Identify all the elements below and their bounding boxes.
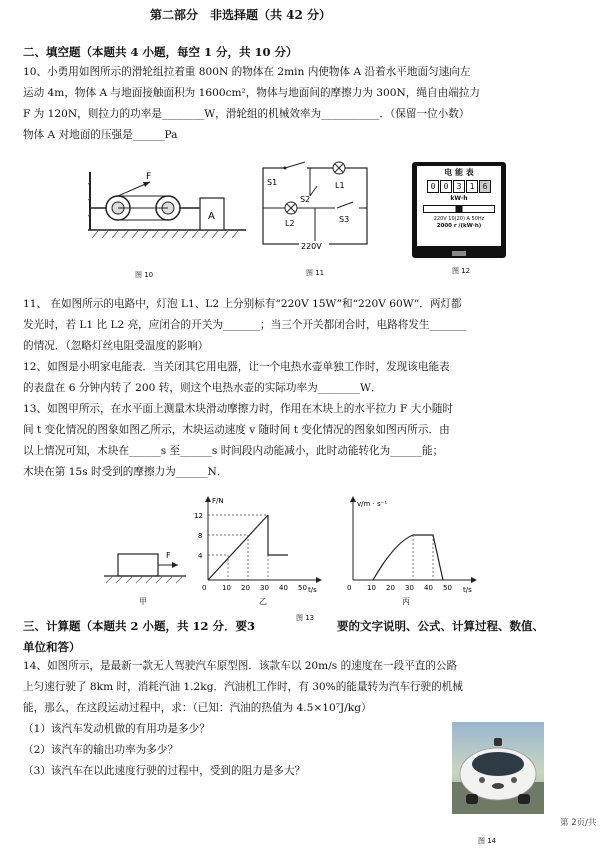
meter-unit: kW·h	[450, 195, 468, 202]
section3-title-c: 单位和答）	[23, 640, 81, 654]
meter-digit: 0	[440, 180, 452, 193]
meter-terminal	[452, 251, 466, 256]
q14-line-2: 上匀速行驶了 8km 时，消耗汽油 1.2kg．汽油机工作时，有 30%的能量转为汽车行驶的机械	[23, 681, 463, 693]
yi-ytick: 4	[198, 552, 203, 560]
q13-line-3: 以上情况可知，木块在______s 至______s 时间段内动能减小，此时动能转化为______能；	[23, 445, 444, 457]
q10-line-3: F 为 120N，则拉力的功率是________W，滑轮组的机械效率为___________．（保留一位小数）	[23, 108, 470, 120]
yi-ylabel: F/N	[212, 497, 224, 505]
meter-digit: 0	[427, 180, 439, 193]
meter-digit: 1	[466, 180, 478, 193]
q14-sub-2: （2）该汽车的输出功率为多少？	[23, 744, 179, 756]
fig11-voltage: 220V	[301, 242, 322, 251]
yi-ytick: 8	[198, 532, 203, 540]
q10-line-1: 10、小勇用如图所示的滑轮组拉着重 800N 的物体在 2min 内使物体 A 沿着水平地面匀速向左	[23, 66, 471, 78]
figure-13-yi-graph	[190, 494, 330, 594]
figure-11-caption: 图 11	[306, 269, 325, 277]
section3-title-a: 三、计算题（本题共 2 小题，共 12 分．要3	[23, 619, 256, 633]
q14-line-1: 14、如图所示，是最新一款无人驾驶汽车原型图．该款车以 20m/s 的速度在一段平直的公路	[23, 660, 458, 672]
yi-xlabel: t/s	[308, 586, 317, 594]
meter-title: 电 能 表	[444, 168, 474, 177]
figure-10-pulley	[88, 168, 248, 240]
yi-xtick: 40	[279, 584, 288, 592]
bing-xtick: 0	[347, 584, 352, 592]
meter-digit: 3	[453, 180, 465, 193]
fig11-l2: L2	[285, 219, 295, 228]
figure-14-car-photo	[452, 722, 544, 814]
q10-line-2: 运动 4m，物体 A 与地面接触面积为 1600cm²，物体与地面间的摩擦力为 300N，绳自由端拉力	[23, 87, 480, 99]
yi-xtick: 10	[222, 584, 231, 592]
q11-line-2: 发光时，若 L1 比 L2 亮，应闭合的开关为_______；当三个开关都闭合时，电路将发生_______	[23, 319, 467, 331]
bing-xtick: 20	[386, 584, 395, 592]
q12-line-1: 12、如图是小明家电能表．当关闭其它用电器，让一个电热水壶单独工作时，发现该电能表	[23, 361, 450, 373]
fig11-s2: S2	[300, 195, 311, 204]
figure-12-caption: 图 12	[452, 267, 471, 275]
figure-13-jia	[100, 540, 190, 590]
page-number: 第 2页/共	[560, 818, 597, 828]
yi-xtick: 20	[241, 584, 250, 592]
figure-10-caption: 图 10	[135, 271, 154, 279]
q14-sub-1: （1）该汽车发动机做的有用功是多少？	[23, 723, 210, 735]
fig13-jia-label: 甲	[139, 597, 147, 606]
q13-line-2: 间 t 变化情况的图象如图乙所示，木块运动速度 v 随时间 t 变化情况的图象如图丙所示．由	[23, 424, 450, 436]
fig10-force-label: F	[146, 172, 152, 182]
q11-line-3: 的情况．（忽略灯丝电阻受温度的影响）	[23, 340, 209, 352]
bing-ylabel: v/m · s⁻¹	[357, 500, 388, 508]
q14-sub-3: （3）该汽车在以此速度行驶的过程中，受到的阻力是多大？	[23, 765, 306, 777]
bing-xtick: 30	[405, 584, 414, 592]
q13-line-1: 13、如图甲所示，在水平面上测量木块滑动摩擦力时，作用在木块上的水平拉力 F 大小随时	[23, 403, 454, 415]
fig10-block-label: A	[208, 211, 215, 222]
meter-digits	[417, 180, 501, 193]
fig11-s3: S3	[339, 215, 350, 224]
meter-disc	[423, 205, 495, 213]
figure-12-meter	[412, 162, 506, 258]
q10-line-4: 物体 A 对地面的压强是______Pa	[23, 129, 178, 141]
q13-line-4: 木块在第 15s 时受到的摩擦力为______N．	[23, 466, 228, 478]
yi-xtick: 0	[202, 584, 207, 592]
yi-ytick: 12	[194, 512, 203, 520]
figure-14-caption: 图 14	[478, 837, 497, 845]
meter-face	[417, 166, 501, 246]
figure-11-circuit	[255, 160, 377, 260]
section3-title-b: 要的文字说明、公式、计算过程、数值、	[337, 619, 544, 633]
figure-13-bing-graph	[335, 494, 485, 594]
meter-rating: 220V 10(20) A 50Hz	[433, 216, 485, 222]
bing-xtick: 40	[424, 584, 433, 592]
bing-xtick: 50	[443, 584, 452, 592]
fig11-l1: L1	[335, 181, 345, 190]
bing-xlabel: t/s	[463, 586, 472, 594]
meter-digit: 6	[479, 180, 491, 193]
figure-13-caption: 图 13	[296, 614, 315, 622]
bing-xtick: 10	[367, 584, 376, 592]
q11-line-1: 11、 在如图所示的电路中，灯泡 L1、L2 上分别标有“220V 15W”和“220V 60W”．两灯都	[23, 298, 462, 310]
part-title: 第二部分 非选择题（共 42 分）	[150, 8, 332, 22]
meter-constant: 2000 r /(kW·h)	[436, 223, 482, 229]
q14-line-3: 能，那么，在这段运动过程中，求：（已知：汽油的热值为 4.5×10⁷J/kg）	[23, 702, 372, 714]
fig13-bing-label: 丙	[402, 597, 410, 606]
q12-line-2: 的表盘在 6 分钟内转了 200 转，则这个电热水壶的实际功率为________W．	[23, 382, 382, 394]
fig13-force: F	[166, 551, 171, 560]
fig13-yi-label: 乙	[259, 597, 267, 606]
yi-xtick: 50	[298, 584, 307, 592]
yi-xtick: 30	[260, 584, 269, 592]
section2-title: 二、填空题（本题共 4 小题，每空 1 分，共 10 分）	[23, 45, 298, 59]
fig11-s1: S1	[267, 178, 278, 187]
